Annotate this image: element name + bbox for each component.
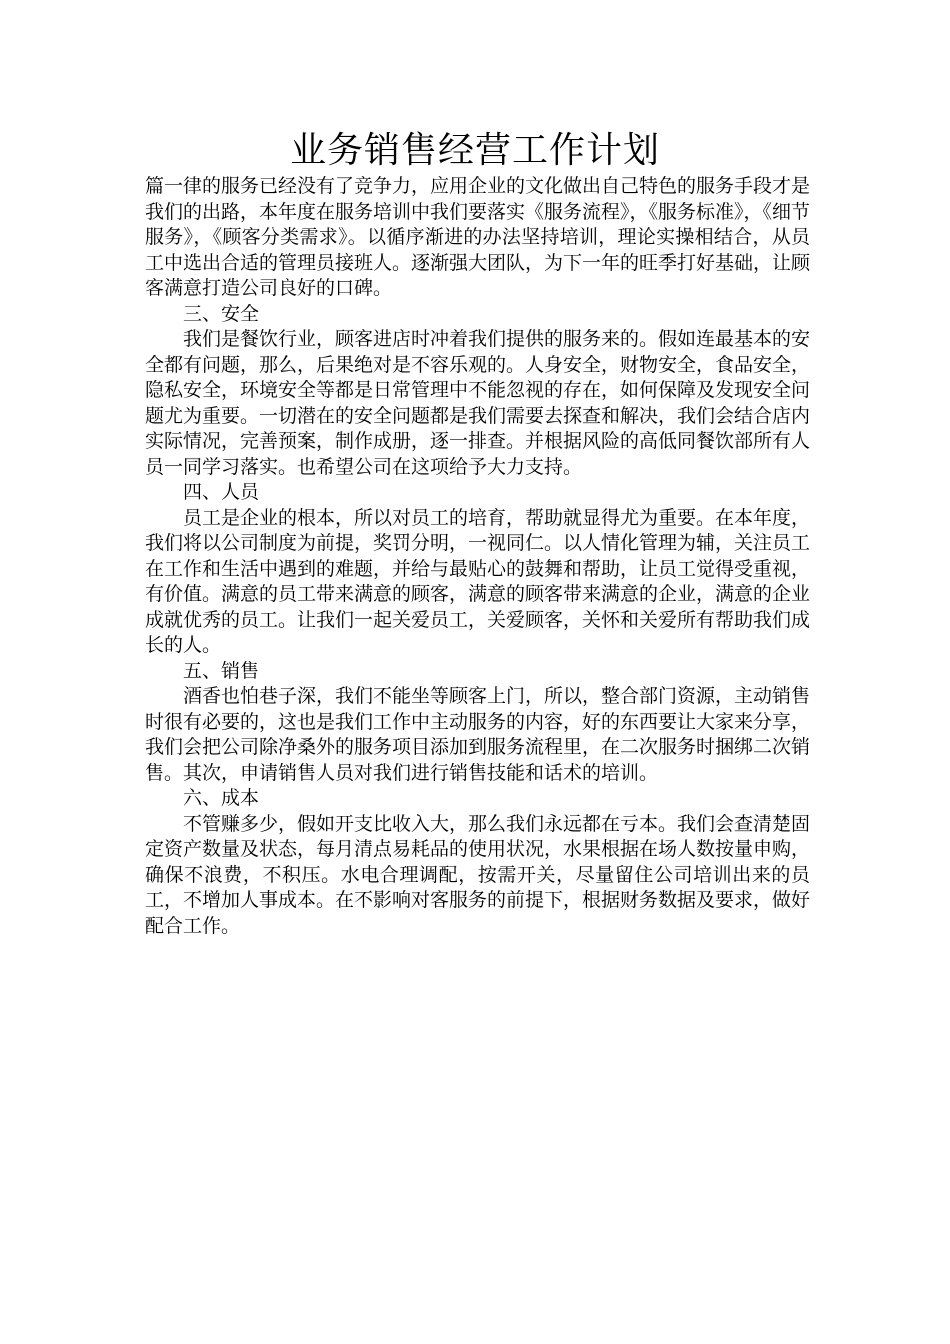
cost-paragraph: 不管赚多少，假如开支比收入大，那么我们永远都在亏本。我们会查清楚固定资产数量及状态，每月清点易耗品的使用状况，水果根据在场人数按量申购，确保不浪费，不积压。水电合理调配，按需开关，尽量留住公司培训出来的员工，不增加人事成本。在不影响对客服务的前提下，根据财务数据及要求，做好配合工作。 [145, 812, 811, 937]
section-heading-cost: 六、成本 [183, 787, 260, 809]
section-heading-staff: 四、人员 [183, 481, 260, 503]
document-title: 业务销售经营工作计划 [289, 130, 660, 171]
section-heading-sales: 五、销售 [183, 659, 260, 682]
document-body [145, 174, 810, 939]
staff-paragraph: 员工是企业的根本，所以对员工的培育，帮助就显得尤为重要。在本年度，我们将以公司制度为前提，奖罚分明，一视同仁。以人情化管理为辅，关注员工在工作和生活中遇到的难题，并给与最贴心的鼓舞和帮助，让员工觉得受重视，有价值。满意的员工带来满意的顾客，满意的顾客带来满意的企业，满意的企业成就优秀的员工。让我们一起关爱员工，关爱顾客，关怀和关爱所有帮助我们成长的人。 [145, 506, 811, 656]
sales-paragraph: 酒香也怕巷子深，我们不能坐等顾客上门，所以，整合部门资源，主动销售时很有必要的，这也是我们工作中主动服务的内容，好的东西要让大家来分享，我们会把公司除净桑外的服务项目添加到服务流程里，在二次服务时捆绑二次销售。其次，申请销售人员对我们进行销售技能和话术的培训。 [145, 685, 811, 784]
safety-paragraph: 我们是餐饮行业，顾客进店时冲着我们提供的服务来的。假如连最基本的安全都有问题，那么，后果绝对是不容乐观的。人身安全，财物安全，食品安全，隐私安全，环境安全等都是日常管理中不能忽视的存在，如何保障及发现安全问题尤为重要。一切潜在的安全问题都是我们需要去探查和解决，我们会结合店内实际情况，完善预案，制作成册，逐一排查。并根据风险的高低同餐饮部所有人员一同学习落实。也希望公司在这项给予大力支持。 [145, 328, 811, 478]
intro-paragraph: 篇一律的服务已经没有了竞争力，应用企业的文化做出自己特色的服务手段才是我们的出路，本年度在服务培训中我们要落实《服务流程》，《服务标准》，《细节服务》，《顾客分类需求》。以循序渐进的办法坚持培训，理论实操相结合，从员工中选出合适的管理员接班人。逐渐强大团队，为下一年的旺季打好基础，让顾客满意打造公司良好的口碑。 [145, 175, 811, 299]
section-heading-safety: 三、安全 [183, 302, 260, 325]
